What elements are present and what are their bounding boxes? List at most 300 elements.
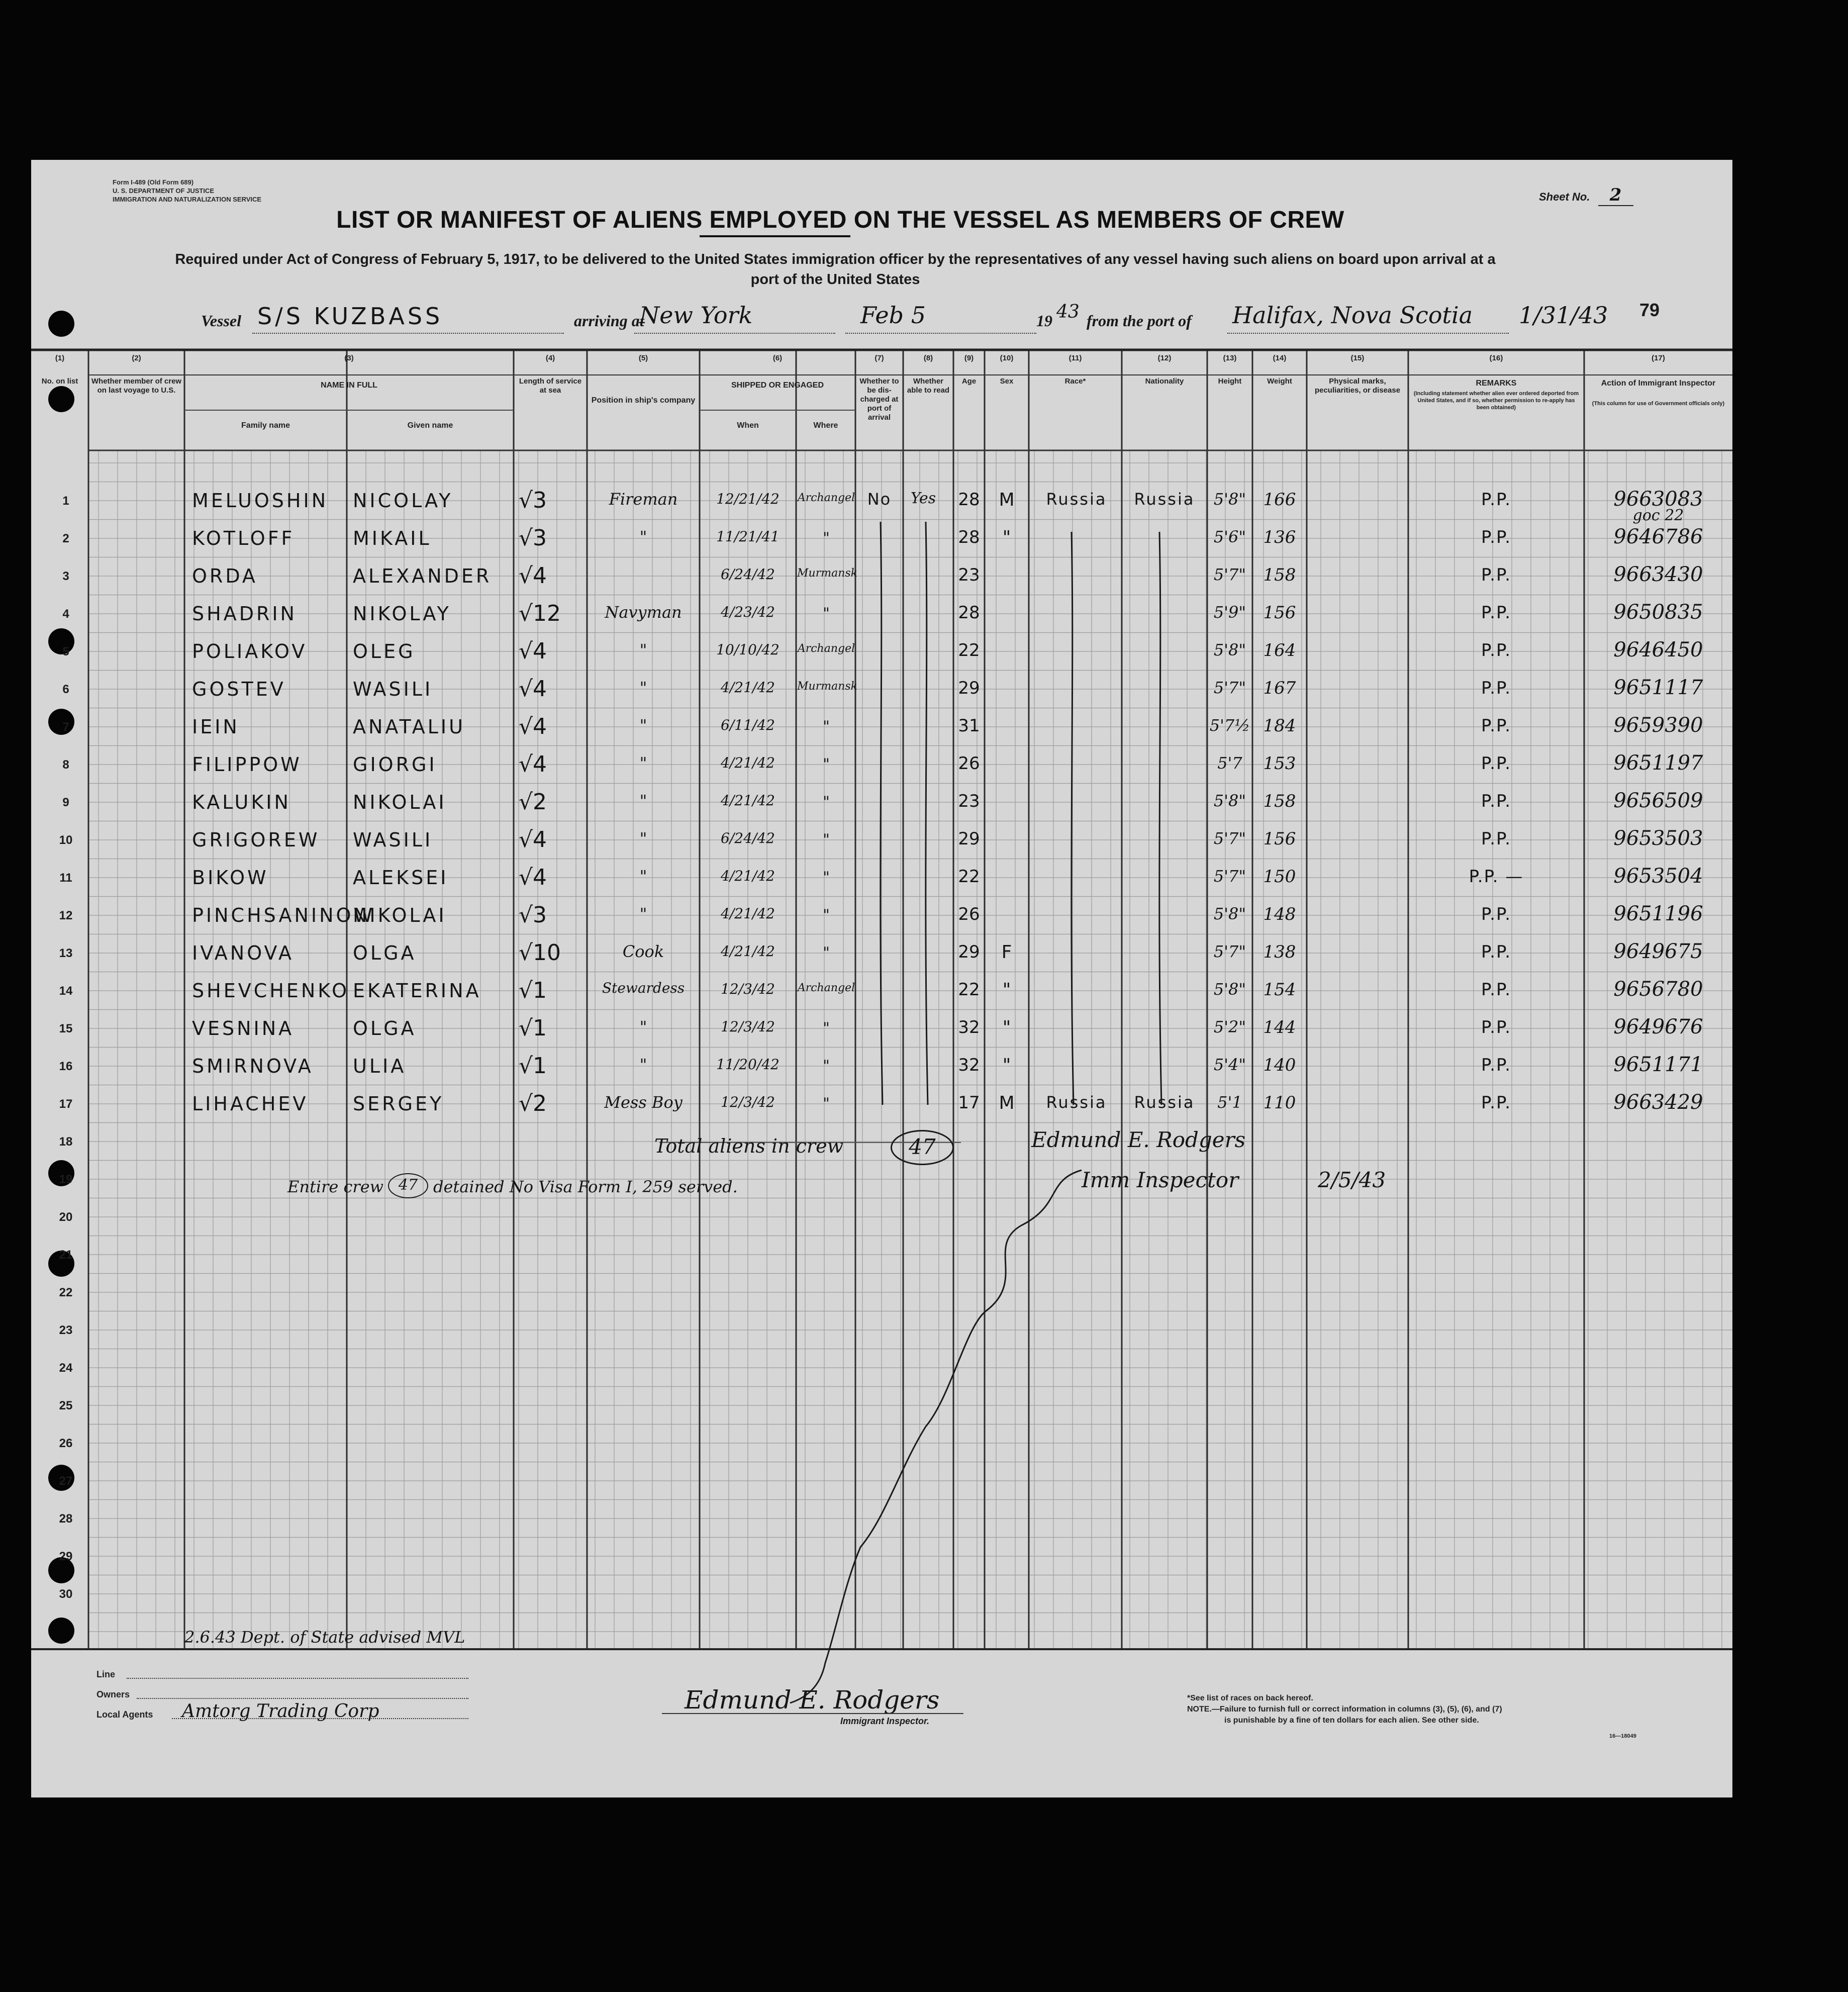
- remarks: P.P.: [1481, 490, 1512, 510]
- remarks: P.P.: [1481, 1093, 1512, 1113]
- height: 5'7": [1213, 678, 1246, 697]
- column-subnote: (This column for use of Government officials only): [1592, 401, 1725, 407]
- row-number: 11: [59, 871, 72, 885]
- length-of-service: √4: [519, 827, 547, 852]
- length-of-service: √2: [519, 1091, 547, 1116]
- row-number: 8: [62, 758, 69, 772]
- inspector-action: 9650835: [1613, 601, 1703, 624]
- from-port-label: from the port of: [1087, 312, 1192, 330]
- column-number: (15): [1350, 354, 1365, 362]
- column-header: NAME IN FULL: [321, 381, 377, 390]
- able-to-read: Yes: [910, 490, 936, 507]
- column-number: (3): [344, 354, 354, 362]
- height: 5'7": [1213, 942, 1246, 961]
- row-number: 26: [59, 1437, 73, 1450]
- weight: 158: [1263, 791, 1296, 811]
- form-code: 16—18049: [1609, 1733, 1636, 1739]
- height: 5'8": [1213, 791, 1246, 810]
- nationality: Russia: [1134, 490, 1195, 509]
- footer-signature-title: Immigrant Inspector.: [840, 1716, 930, 1726]
- remarks: P.P.: [1481, 791, 1512, 811]
- length-of-service: √4: [519, 638, 547, 664]
- column-number: (1): [55, 354, 65, 362]
- inspector-action: 9646450: [1613, 638, 1703, 661]
- shipped-when: 4/21/42: [721, 868, 775, 884]
- row-number: 30: [59, 1587, 73, 1601]
- weight: 148: [1263, 904, 1296, 924]
- given-name: WASILI: [353, 678, 433, 700]
- age: 29: [958, 678, 980, 698]
- position: ": [639, 1055, 647, 1074]
- position: Stewardess: [602, 980, 685, 996]
- age: 22: [958, 867, 980, 887]
- column-subnote: (Including statement whether alien ever ordered deported from United States, and if so, whether permission to re-apply has been obtained): [1413, 391, 1579, 411]
- column-header: Length of service at sea: [519, 377, 582, 395]
- inspector-action: 9663430: [1613, 563, 1703, 586]
- remarks: P.P.: [1481, 527, 1512, 547]
- ditto-stroke: [881, 522, 883, 1105]
- column-header: Whether able to read: [907, 377, 950, 395]
- remarks: P.P.: [1481, 640, 1512, 660]
- column-number: (5): [638, 354, 648, 362]
- given-name: OLEG: [353, 640, 416, 662]
- year-suffix: 43: [1056, 302, 1080, 322]
- race: Russia: [1046, 490, 1107, 509]
- family-name: ORDA: [192, 565, 258, 587]
- family-name: POLIAKOV: [192, 640, 308, 662]
- position: ": [639, 867, 647, 886]
- row-number: 5: [62, 645, 69, 658]
- position: Cook: [622, 942, 664, 961]
- family-name: PINCHSANINOW: [192, 904, 375, 926]
- row-number: 7: [62, 720, 69, 734]
- inspector-action: 9649676: [1613, 1015, 1703, 1038]
- row-number: 15: [59, 1022, 73, 1035]
- given-name: NICOLAY: [353, 490, 453, 512]
- height: 5'7": [1213, 829, 1246, 848]
- row-number: 13: [59, 946, 73, 960]
- position: ": [639, 527, 647, 546]
- column-header: Whether member of crew on last voyage to U.S.: [91, 377, 182, 395]
- column-header: Age: [961, 377, 977, 386]
- row-number: 28: [59, 1512, 73, 1526]
- shipped-where: ": [823, 605, 830, 622]
- age: 28: [958, 527, 980, 547]
- shipped-where: ": [823, 944, 830, 962]
- given-name: OLGA: [353, 1017, 417, 1039]
- inspector-action: 9646786: [1613, 525, 1703, 548]
- age: 22: [958, 640, 980, 660]
- length-of-service: √2: [519, 789, 547, 815]
- penalty-note-2: is punishable by a fine of ten dollars for each alien. See other side.: [1224, 1716, 1479, 1725]
- age: 26: [958, 904, 980, 924]
- department-name: U. S. DEPARTMENT OF JUSTICE: [113, 187, 214, 195]
- length-of-service: √12: [519, 601, 561, 626]
- length-of-service: √4: [519, 563, 547, 589]
- length-of-service: √10: [519, 940, 561, 966]
- height: 5'2": [1213, 1017, 1246, 1036]
- column-header: Weight: [1267, 377, 1292, 386]
- shipped-when: 12/3/42: [721, 1094, 775, 1110]
- given-name: NIKOLAI: [353, 791, 447, 813]
- column-header: Action of Immigrant Inspector: [1601, 379, 1716, 388]
- inspector-action: 9653504: [1613, 865, 1703, 888]
- height: 5'9": [1213, 603, 1246, 622]
- shipped-when: 4/21/42: [721, 905, 775, 922]
- sex: ": [1002, 1017, 1011, 1038]
- column-number: (14): [1273, 354, 1287, 362]
- weight: 138: [1263, 942, 1296, 962]
- arriving-port: New York: [639, 302, 753, 329]
- given-name: ALEXANDER: [353, 565, 492, 587]
- row-number: 3: [62, 570, 69, 583]
- column-header: Nationality: [1145, 377, 1184, 386]
- weight: 158: [1263, 565, 1296, 585]
- shipped-when: 6/24/42: [721, 566, 775, 583]
- row-number: 22: [59, 1286, 73, 1299]
- column-header: Height: [1218, 377, 1242, 386]
- detained-count: 47: [388, 1173, 428, 1198]
- nationality: Russia: [1134, 1093, 1195, 1112]
- shipped-where: ": [823, 869, 830, 886]
- shipped-where: Archangel: [797, 642, 855, 655]
- age: 28: [958, 490, 980, 510]
- shipped-when: 4/21/42: [721, 792, 775, 809]
- subtitle-line-1: Required under Act of Congress of February 5, 1917, to be delivered to the United States immigration officer by the representatives of any vessel having such aliens on board upon arrival at a: [175, 251, 1496, 267]
- shipped-when: 11/21/41: [716, 528, 780, 545]
- page-title: LIST OR MANIFEST OF ALIENS EMPLOYED ON THE VESSEL AS MEMBERS OF CREW: [336, 207, 1344, 233]
- length-of-service: √3: [519, 525, 547, 551]
- form-number: Form I-489 (Old Form 689): [113, 178, 194, 186]
- weight: 150: [1263, 867, 1296, 887]
- height: 5'8": [1213, 490, 1246, 509]
- given-name: OLGA: [353, 942, 417, 964]
- shipped-where: ": [823, 906, 830, 924]
- shipped-where: ": [823, 755, 830, 773]
- race: Russia: [1046, 1093, 1107, 1112]
- weight: 184: [1263, 716, 1296, 736]
- given-name: EKATERINA: [353, 980, 481, 1002]
- sex: ": [1002, 527, 1011, 548]
- inspector-action: 9649675: [1613, 940, 1703, 963]
- shipped-when: 4/23/42: [721, 604, 775, 620]
- shipped-where: Archangel: [797, 982, 855, 994]
- inspector-action: 9651197: [1613, 751, 1703, 775]
- remarks: P.P.: [1481, 1055, 1512, 1075]
- ditto-stroke: [1072, 532, 1074, 1105]
- sheet-label: Sheet No.: [1539, 191, 1590, 203]
- column-header: Race*: [1064, 377, 1086, 386]
- family-name: FILIPPOW: [192, 753, 302, 776]
- remarks: P.P.: [1481, 716, 1512, 736]
- shipped-when: 12/3/42: [721, 981, 775, 997]
- given-name: NIKOLAY: [353, 603, 451, 625]
- age: 26: [958, 753, 980, 774]
- shipped-where: ": [823, 1019, 830, 1037]
- family-name: SHEVCHENKO: [192, 980, 349, 1002]
- page-number: 79: [1639, 300, 1660, 320]
- inspector-action: 9651196: [1613, 902, 1703, 925]
- given-name: ANATALIU: [353, 716, 465, 738]
- row-number: 9: [62, 796, 69, 809]
- family-name: KALUKIN: [192, 791, 291, 813]
- shipped-where: Murmansk: [797, 680, 857, 693]
- column-subheader: Where: [813, 421, 838, 430]
- inspector-action: 9663429: [1613, 1091, 1703, 1114]
- inspector-action: 9663083: [1613, 488, 1703, 511]
- column-subheader: Given name: [407, 421, 453, 430]
- total-aliens-text: Total aliens in crew: [654, 1135, 844, 1157]
- column-number: (2): [132, 354, 141, 362]
- row-number: 2: [62, 532, 69, 545]
- length-of-service: √3: [519, 902, 547, 928]
- shipped-where: ": [823, 718, 830, 735]
- height: 5'4": [1213, 1055, 1246, 1074]
- age: 29: [958, 942, 980, 962]
- remarks: P.P.: [1481, 1017, 1512, 1037]
- age: 22: [958, 980, 980, 1000]
- inspector-action: 9651171: [1613, 1053, 1703, 1076]
- vessel-label: Vessel: [201, 312, 241, 330]
- row-number: 19: [59, 1173, 73, 1186]
- length-of-service: √4: [519, 676, 547, 702]
- position: ": [639, 678, 647, 697]
- column-number: (17): [1651, 354, 1665, 362]
- length-of-service: √1: [519, 1015, 547, 1041]
- column-number: (9): [964, 354, 974, 362]
- given-name: ULIA: [353, 1055, 407, 1077]
- local-agents-value: Amtorg Trading Corp: [182, 1701, 379, 1722]
- given-name: GIORGI: [353, 753, 437, 776]
- arriving-label: arriving at: [574, 312, 644, 330]
- arrival-date: Feb 5: [860, 302, 926, 329]
- position: ": [639, 753, 647, 773]
- age: 28: [958, 603, 980, 623]
- signature-flourish: [31, 160, 1732, 1797]
- column-number: (10): [1000, 354, 1014, 362]
- height: 5'6": [1213, 527, 1246, 546]
- weight: 156: [1263, 829, 1296, 849]
- age: 29: [958, 829, 980, 849]
- height: 5'1: [1217, 1093, 1242, 1112]
- weight: 164: [1263, 640, 1296, 660]
- remarks: P.P.: [1481, 942, 1512, 962]
- shipped-when: 12/21/42: [716, 491, 780, 507]
- row-number: 24: [59, 1361, 73, 1375]
- to-be-discharged: No: [867, 490, 892, 509]
- inspector-signature-top: Edmund E. Rodgers: [1031, 1127, 1246, 1152]
- position: ": [639, 1017, 647, 1036]
- column-number: (12): [1157, 354, 1172, 362]
- shipped-where: ": [823, 1095, 830, 1112]
- remarks: P.P.: [1481, 753, 1512, 774]
- column-header: Position in ship's company: [591, 396, 696, 405]
- row-number: 27: [59, 1474, 73, 1488]
- weight: 156: [1263, 603, 1296, 623]
- column-header: Physical marks, peculiarities, or disease: [1314, 377, 1401, 395]
- age: 23: [958, 565, 980, 585]
- remarks: P.P.: [1481, 904, 1512, 924]
- column-number: (11): [1068, 354, 1082, 362]
- age: 31: [958, 716, 980, 736]
- departure-date: 1/31/43: [1519, 302, 1608, 329]
- detained-text: detained No Visa Form I, 259 served.: [433, 1177, 738, 1196]
- sex: M: [999, 490, 1015, 510]
- height: 5'8": [1213, 980, 1246, 999]
- position: ": [639, 640, 647, 659]
- inspector-date: 2/5/43: [1318, 1168, 1386, 1192]
- footer-signature: Edmund E. Rodgers: [685, 1685, 940, 1715]
- row-number: 23: [59, 1323, 73, 1337]
- subtitle-line-2: port of the United States: [750, 271, 920, 288]
- shipped-where: ": [823, 1057, 830, 1075]
- row-number: 16: [59, 1060, 73, 1073]
- inspector-action: 9653503: [1613, 827, 1703, 850]
- remarks: P.P.: [1481, 603, 1512, 623]
- column-number: (6): [772, 354, 783, 362]
- total-aliens-count: 47: [891, 1130, 954, 1165]
- inspector-action-note: goc 22: [1632, 507, 1684, 524]
- position: ": [639, 716, 647, 735]
- family-name: GOSTEV: [192, 678, 286, 700]
- position: Fireman: [609, 490, 678, 509]
- row-number: 1: [62, 494, 69, 508]
- age: 32: [958, 1055, 980, 1075]
- footer-agents-label: Local Agents: [96, 1710, 153, 1720]
- length-of-service: √1: [519, 978, 547, 1003]
- weight: 153: [1263, 753, 1296, 774]
- family-name: SMIRNOVA: [192, 1055, 314, 1077]
- age: 23: [958, 791, 980, 811]
- family-name: VESNINA: [192, 1017, 295, 1039]
- shipped-where: ": [823, 793, 830, 811]
- shipped-where: Murmansk: [797, 567, 857, 580]
- year-prefix: 19: [1036, 312, 1052, 330]
- row-number: 10: [59, 833, 73, 847]
- shipped-when: 11/20/42: [716, 1056, 780, 1073]
- row-number: 14: [59, 984, 73, 998]
- weight: 136: [1263, 527, 1296, 547]
- column-subheader: Family name: [241, 421, 290, 430]
- position: ": [639, 791, 647, 810]
- position: Mess Boy: [604, 1093, 683, 1112]
- shipped-when: 10/10/42: [716, 641, 780, 658]
- age: 32: [958, 1017, 980, 1037]
- column-number: (4): [545, 354, 555, 362]
- shipped-when: 12/3/42: [721, 1018, 775, 1035]
- inspector-action: 9656780: [1613, 978, 1703, 1001]
- remarks: P.P.: [1481, 980, 1512, 1000]
- row-number: 21: [59, 1248, 73, 1262]
- sex: M: [999, 1093, 1015, 1113]
- family-name: SHADRIN: [192, 603, 297, 625]
- sex: ": [1002, 980, 1011, 1000]
- penalty-note-1: NOTE.—Failure to furnish full or correct information in columns (3), (5), (6), and (7): [1187, 1705, 1502, 1714]
- family-name: MELUOSHIN: [192, 490, 329, 512]
- row-number: 29: [59, 1550, 73, 1563]
- family-name: KOTLOFF: [192, 527, 295, 549]
- state-note: 2.6.43 Dept. of State advised MVL: [184, 1628, 465, 1647]
- family-name: LIHACHEV: [192, 1093, 309, 1115]
- column-header: Sex: [1000, 377, 1014, 386]
- ditto-stroke: [1159, 532, 1161, 1105]
- detained-prefix: Entire crew: [287, 1177, 384, 1196]
- shipped-when: 4/21/42: [721, 943, 775, 960]
- height: 5'8": [1213, 640, 1246, 659]
- height: 5'8": [1213, 904, 1246, 923]
- row-number: 25: [59, 1399, 73, 1412]
- footer-line-label: Line: [96, 1669, 116, 1679]
- column-header: SHIPPED OR ENGAGED: [731, 381, 824, 390]
- given-name: SERGEY: [353, 1093, 444, 1115]
- height: 5'7½: [1209, 716, 1250, 735]
- shipped-where: ": [823, 529, 830, 547]
- shipped-when: 6/24/42: [721, 830, 775, 846]
- from-port: Halifax, Nova Scotia: [1232, 302, 1473, 329]
- remarks: P.P. —: [1469, 867, 1524, 887]
- sex: F: [1001, 942, 1012, 963]
- inspector-action: 9651117: [1613, 676, 1703, 699]
- manifest-sheet: [31, 160, 1732, 1797]
- height: 5'7": [1213, 565, 1246, 584]
- row-number: 6: [62, 683, 69, 696]
- given-name: WASILI: [353, 829, 433, 851]
- shipped-when: 4/21/42: [721, 754, 775, 771]
- vessel-name: S/S KUZBASS: [257, 303, 443, 330]
- position: ": [639, 829, 647, 848]
- inspector-action: 9659390: [1613, 714, 1703, 737]
- family-name: IVANOVA: [192, 942, 294, 964]
- shipped-when: 6/11/42: [721, 717, 775, 733]
- row-number: 18: [59, 1135, 73, 1149]
- shipped-where: ": [823, 831, 830, 848]
- weight: 154: [1263, 980, 1296, 1000]
- length-of-service: √1: [519, 1053, 547, 1079]
- column-number: (7): [874, 354, 884, 362]
- service-name: IMMIGRATION AND NATURALIZATION SERVICE: [113, 196, 262, 203]
- row-number: 20: [59, 1210, 73, 1224]
- sheet-number: 2: [1598, 185, 1633, 206]
- weight: 144: [1263, 1017, 1296, 1037]
- column-subheader: When: [737, 421, 759, 430]
- ditto-stroke: [926, 522, 928, 1105]
- inspector-action: 9656509: [1613, 789, 1703, 812]
- inspector-title: Imm Inspector: [1082, 1168, 1239, 1192]
- column-number: (8): [923, 354, 933, 362]
- footer-owners-label: Owners: [96, 1689, 130, 1699]
- given-name: NIKOLAI: [353, 904, 447, 926]
- position: Navyman: [605, 603, 682, 622]
- remarks: P.P.: [1481, 678, 1512, 698]
- height: 5'7": [1213, 867, 1246, 886]
- shipped-when: 4/21/42: [721, 679, 775, 696]
- row-number: 4: [62, 607, 69, 621]
- position: ": [639, 904, 647, 923]
- column-number: (13): [1223, 354, 1237, 362]
- column-header: Whether to be dis-charged at port of arrival: [859, 377, 899, 422]
- remarks: P.P.: [1481, 829, 1512, 849]
- shipped-where: Archangel: [797, 492, 855, 504]
- length-of-service: √4: [519, 865, 547, 890]
- race-note: *See list of races on back hereof.: [1187, 1694, 1313, 1702]
- row-number: 12: [59, 909, 73, 922]
- row-number: 17: [59, 1097, 73, 1111]
- length-of-service: √4: [519, 714, 547, 739]
- family-name: GRIGOREW: [192, 829, 320, 851]
- sex: ": [1002, 1055, 1011, 1076]
- length-of-service: √4: [519, 751, 547, 777]
- length-of-service: √3: [519, 488, 547, 513]
